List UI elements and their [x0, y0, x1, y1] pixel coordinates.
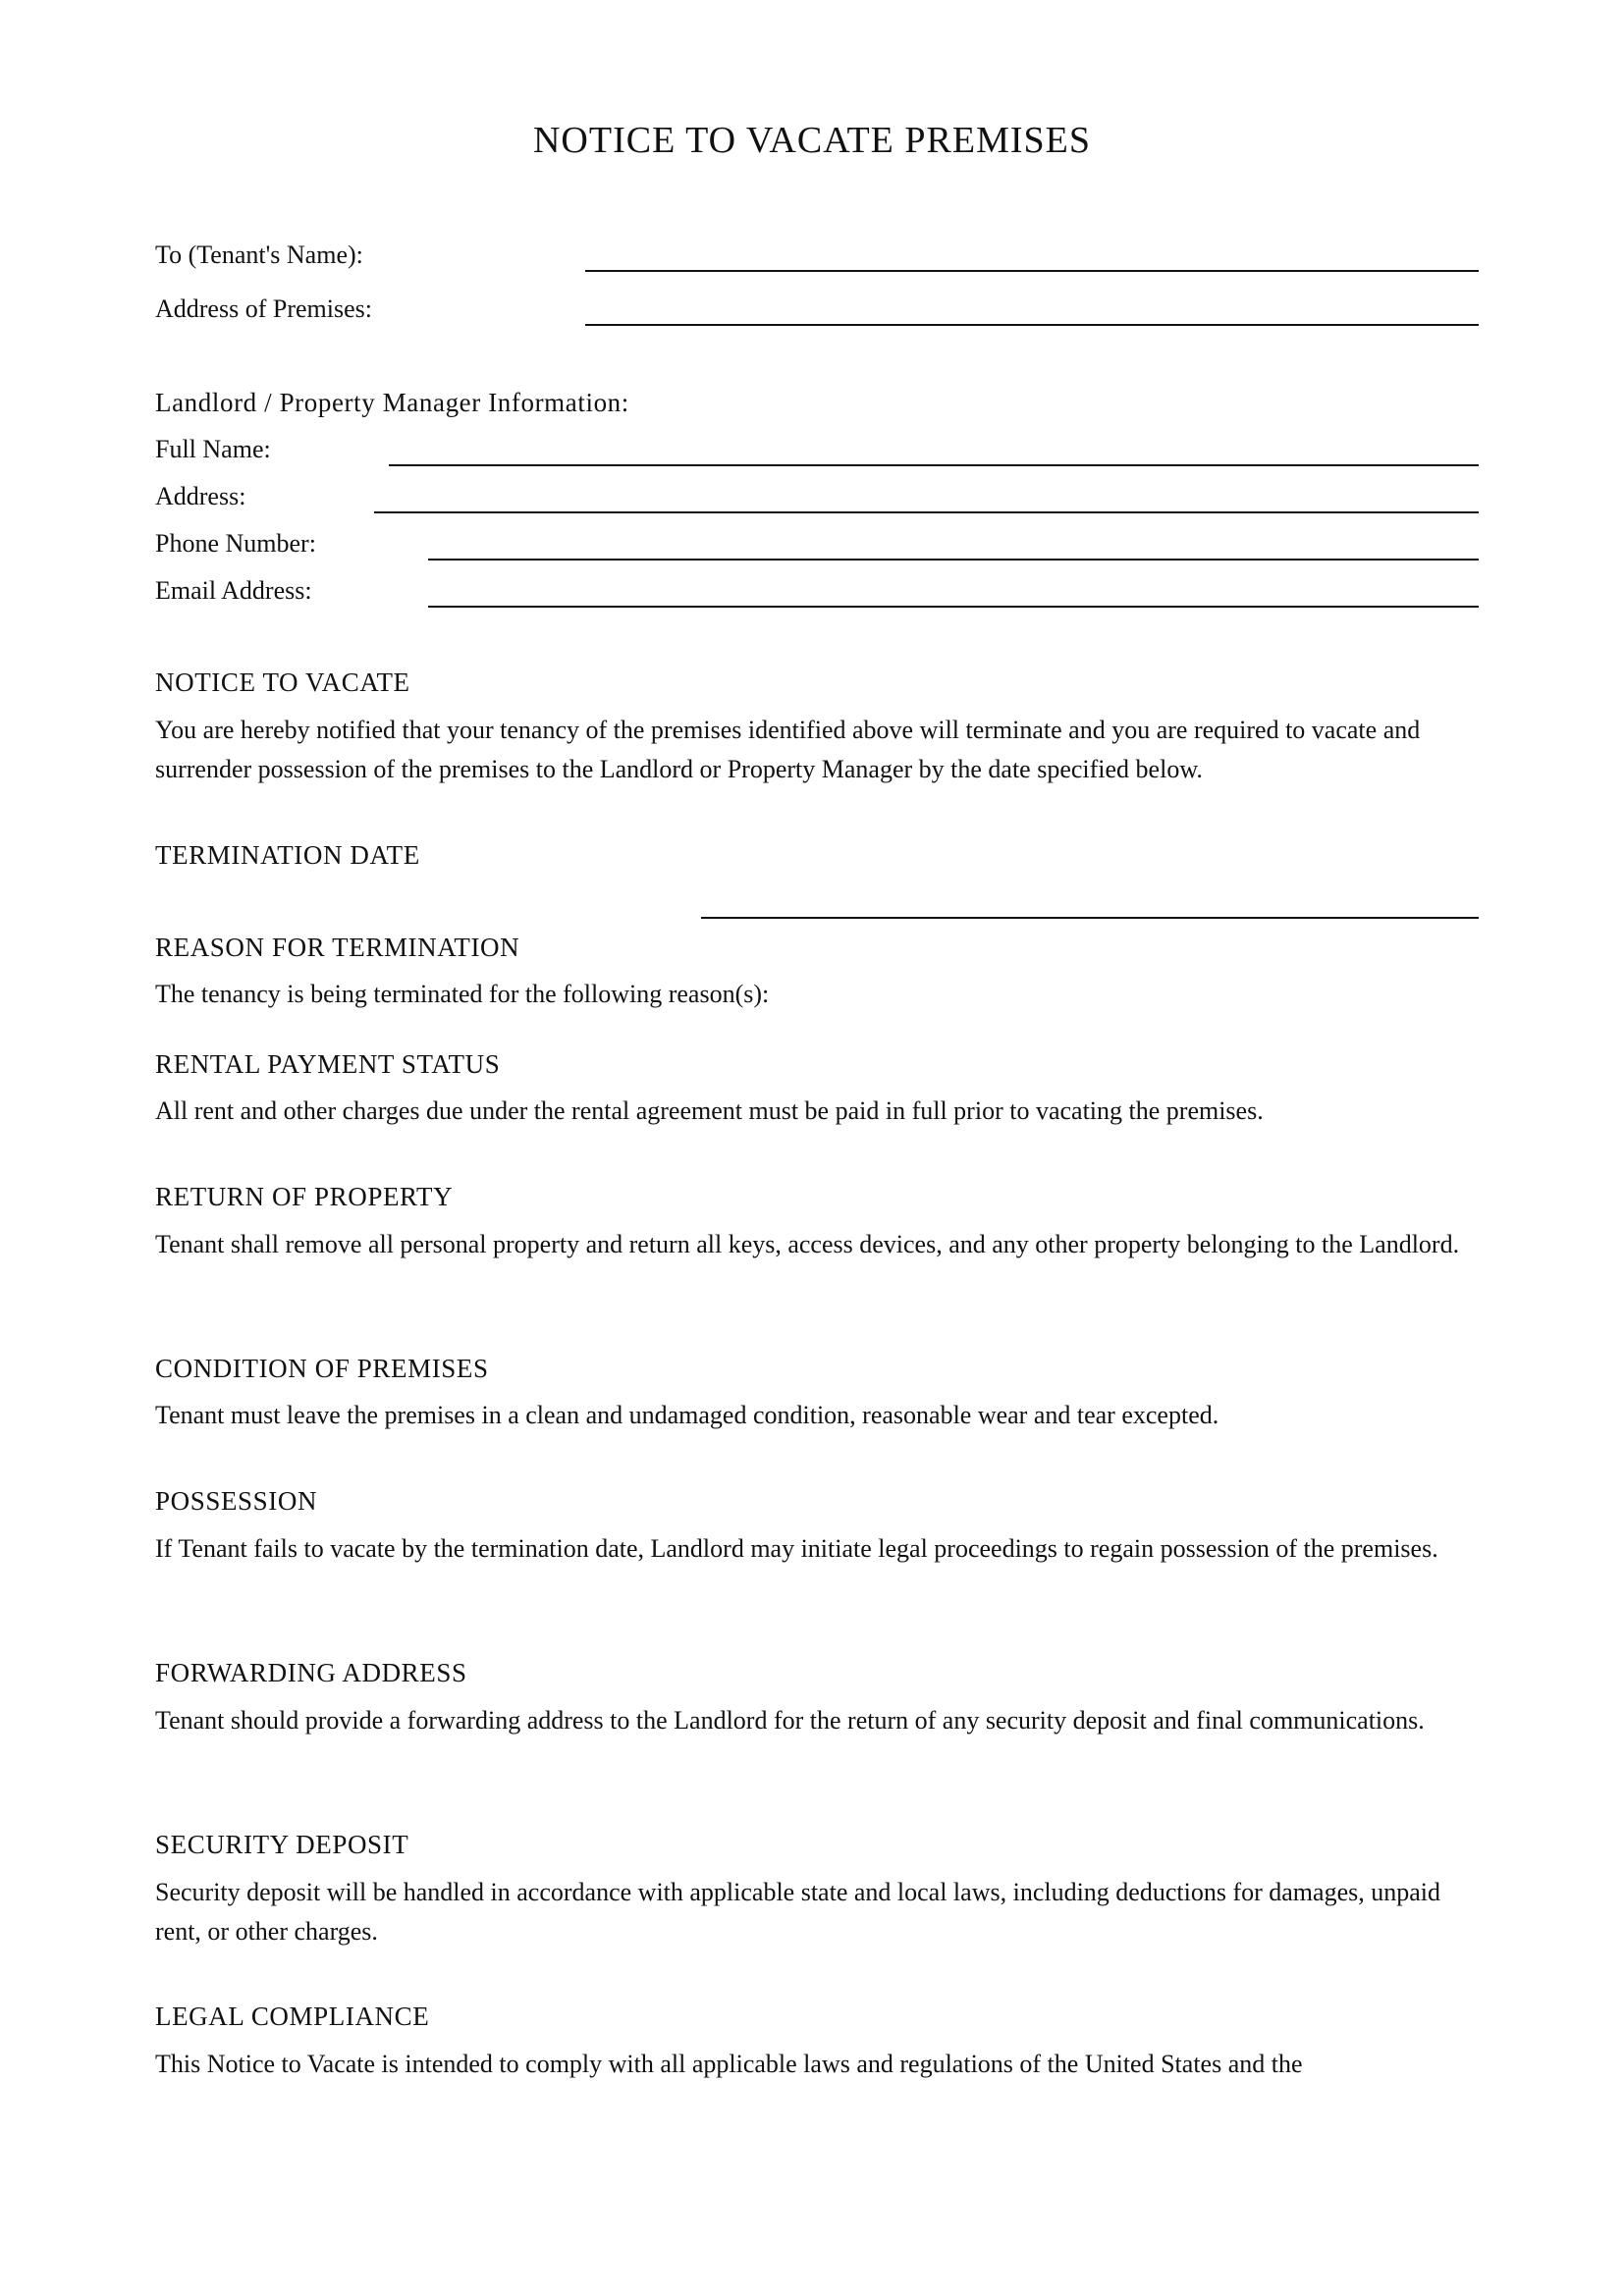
reason-heading: REASON FOR TERMINATION	[155, 933, 520, 962]
landlord-full-name-field[interactable]	[389, 464, 1479, 466]
landlord-address-label: Address:	[155, 482, 246, 510]
rental-payment-body: All rent and other charges due under the rental agreement must be paid in full prior to vacating the premises.	[155, 1096, 1264, 1125]
return-property-body: Tenant shall remove all personal property and return all keys, access devices, and any other property belonging to the Landlord.	[155, 1230, 1460, 1258]
termination-date-field[interactable]	[701, 917, 1479, 919]
forwarding-body: Tenant should provide a forwarding address to the Landlord for the return of any security deposit and final communications.	[155, 1706, 1425, 1735]
notice-heading: NOTICE TO VACATE	[155, 667, 410, 697]
premises-address-field[interactable]	[585, 324, 1479, 326]
landlord-phone-label: Phone Number:	[155, 529, 316, 558]
legal-compliance-body: This Notice to Vacate is intended to comply with all applicable laws and regulations of the United States and the	[155, 2050, 1303, 2078]
landlord-section-heading: Landlord / Property Manager Information:	[155, 388, 629, 417]
rental-payment-heading: RENTAL PAYMENT STATUS	[155, 1049, 501, 1079]
legal-compliance-heading: LEGAL COMPLIANCE	[155, 2002, 430, 2031]
notice-body: You are hereby notified that your tenancy of the premises identified above will terminate and you are required to vacate and surrender possession of the premises to the Landlord or Property Manager by the date specified below.	[155, 716, 1421, 783]
premises-address-label: Address of Premises:	[155, 294, 372, 323]
landlord-phone-field[interactable]	[428, 559, 1479, 561]
return-property-heading: RETURN OF PROPERTY	[155, 1182, 454, 1211]
landlord-email-label: Email Address:	[155, 576, 312, 605]
condition-body: Tenant must leave the premises in a clean and undamaged condition, reasonable wear and tear excepted.	[155, 1401, 1219, 1429]
security-deposit-heading: SECURITY DEPOSIT	[155, 1830, 409, 1859]
tenant-name-label: To (Tenant's Name):	[155, 240, 363, 269]
condition-heading: CONDITION OF PREMISES	[155, 1354, 489, 1383]
security-deposit-body: Security deposit will be handled in accordance with applicable state and local laws, including deductions for damages, unpaid rent, or other charges.	[155, 1878, 1440, 1946]
landlord-full-name-label: Full Name:	[155, 435, 271, 463]
possession-body: If Tenant fails to vacate by the termination date, Landlord may initiate legal proceedings to regain possession of the premises.	[155, 1534, 1438, 1563]
termination-date-heading: TERMINATION DATE	[155, 840, 420, 870]
document-title: NOTICE TO VACATE PREMISES	[532, 120, 1091, 161]
forwarding-heading: FORWARDING ADDRESS	[155, 1658, 467, 1687]
landlord-email-field[interactable]	[428, 606, 1479, 608]
tenant-name-field[interactable]	[585, 270, 1479, 272]
possession-heading: POSSESSION	[155, 1486, 318, 1516]
reason-body: The tenancy is being terminated for the following reason(s):	[155, 980, 770, 1008]
landlord-address-field[interactable]	[374, 511, 1479, 513]
